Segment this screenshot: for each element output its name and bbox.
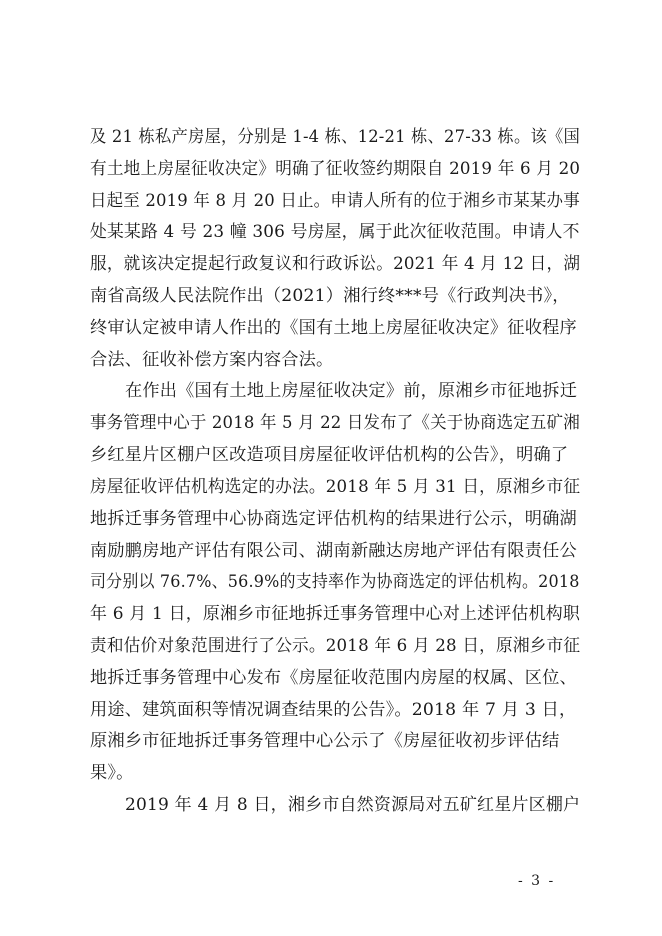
text-line: 地拆迁事务管理中心发布《房屋征收范围内房屋的权属、区位、: [90, 668, 577, 688]
paragraph-first-line: 2019 年 4 月 8 日，湘乡市自然资源局对五矿红星片区棚户: [125, 795, 581, 815]
paragraph-first-line: 在作出《国有土地上房屋征收决定》前，原湘乡市征地拆迁: [125, 381, 578, 401]
text-line: 地拆迁事务管理中心协商选定评估机构的结果进行公示，明确湖: [90, 509, 577, 529]
text-line: 南省高级人民法院作出（2021）湘行终***号《行政判决书》，: [90, 286, 570, 306]
text-line: 有土地上房屋征收决定》明确了征收签约期限自 2019 年 6 月 20: [90, 159, 581, 179]
text-line: 司分别以 76.7%、56.9%的支持率作为协商选定的评估机构。2018: [90, 572, 580, 592]
text-line: 责和估价对象范围进行了公示。2018 年 6 月 28 日，原湘乡市征: [90, 636, 581, 656]
text-line: 日起至 2019 年 8 月 20 日止。申请人所有的位于湘乡市某某办事: [90, 191, 580, 211]
text-line: 房屋征收评估机构选定的办法。2018 年 5 月 31 日，原湘乡市征: [90, 477, 581, 497]
text-line: 及 21 栋私产房屋，分别是 1-4 栋、12-21 栋、27-33 栋。该《国: [90, 127, 580, 147]
text-line: 原湘乡市征地拆迁事务管理中心公示了《房屋征收初步评估结: [90, 731, 560, 751]
text-line: 服，就该决定提起行政复议和行政诉讼。2021 年 4 月 12 日，湖: [90, 254, 581, 274]
text-line: 南励鹏房地产评估有限公司、湖南新融达房地产评估有限责任公: [90, 541, 577, 561]
text-line: 终审认定被申请人作出的《国有土地上房屋征收决定》征收程序: [90, 318, 577, 338]
text-line: 合法、征收补偿方案内容合法。: [90, 350, 334, 370]
text-line: 年 6 月 1 日，原湘乡市征地拆迁事务管理中心对上述评估机构职: [90, 604, 581, 624]
text-line: 处某某路 4 号 23 幢 306 号房屋，属于此次征收范围。申请人不: [90, 222, 580, 242]
text-line: 用途、建筑面积等情况调查结果的公告》。2018 年 7 月 3 日，: [90, 700, 577, 720]
text-line: 果》。: [90, 763, 134, 783]
text-line: 乡红星片区棚户区改造项目房屋征收评估机构的公告》，明确了: [90, 445, 569, 465]
page-number: - 3 -: [518, 873, 556, 889]
text-line: 事务管理中心于 2018 年 5 月 22 日发布了《关于协商选定五矿湘: [90, 413, 580, 433]
